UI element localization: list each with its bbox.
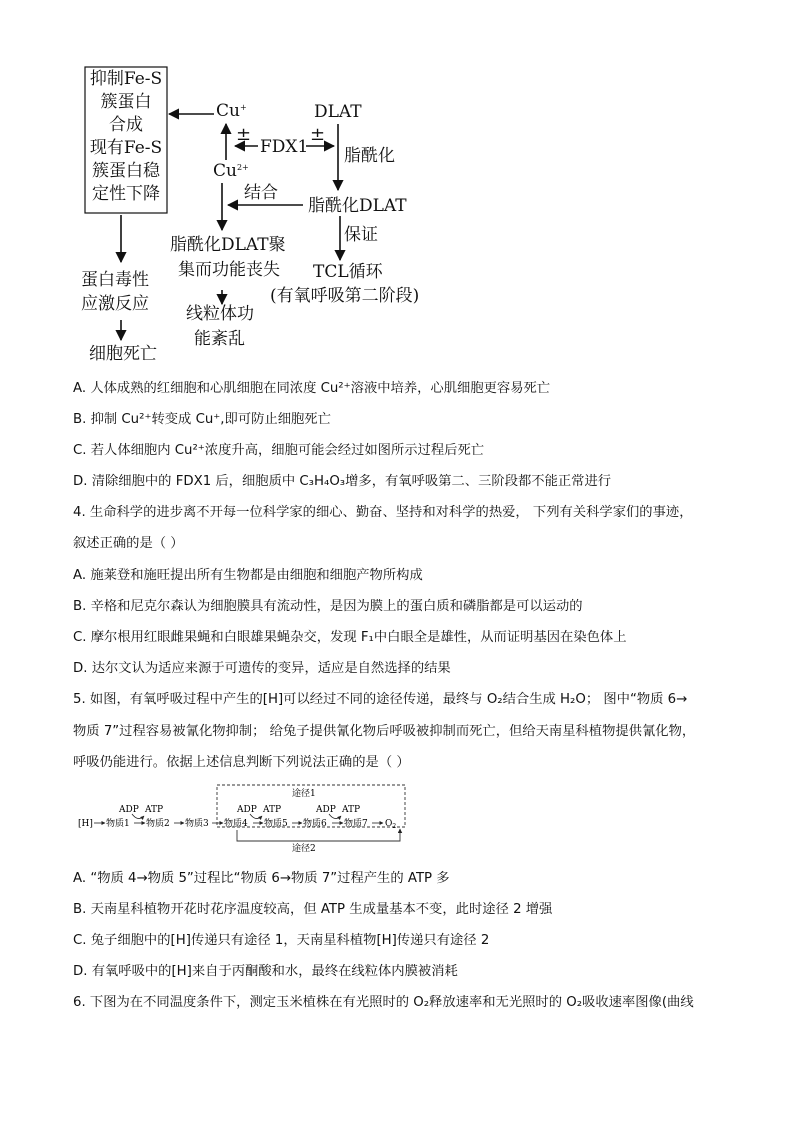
atp-label-2: ATP (263, 805, 282, 815)
fdx1-label: FDX1 (260, 137, 309, 157)
inhibition-box-text (85, 68, 167, 206)
tcl-note: (有氧呼吸第二阶段) (270, 286, 420, 306)
q5-stem-line1: 5. 如图，有氧呼吸过程中产生的[H]可以经过不同的途径传递，最终与 O₂结合生成 H₂O； 图中“物质 6→ (73, 692, 688, 707)
pathway2-bracket (237, 830, 400, 841)
adp-label-1: ADP (119, 805, 139, 815)
q5-stem-line2: 物质 7”过程容易被氰化物抑制； 给兔子提供氰化物后呼吸被抑制而死亡，但给天南星科植物提供氰化物， (73, 724, 696, 739)
box-line: 现有Fe-S (89, 138, 163, 158)
atp-label-1: ATP (145, 805, 164, 815)
figure-electron-pathways (70, 780, 420, 860)
adp-label-2: ADP (237, 805, 257, 815)
bind-label: 结合 (244, 183, 278, 203)
dlat-label: DLAT (314, 102, 362, 122)
q6-stem-line1: 6. 下图为在不同温度条件下，测定玉米植株在有光照时的 O₂释放速率和无光照时的 O₂吸收速率图像(曲线 (73, 995, 694, 1010)
substance5: 物质5 (264, 819, 288, 829)
proteotoxic-line1: 蛋白毒性 (81, 270, 149, 290)
cu-plus-label: Cu+ (216, 101, 247, 121)
guarantee-label: 保证 (344, 225, 378, 245)
q3-option-b: B. 抑制 Cu²⁺转变成 Cu⁺,即可防止细胞死亡 (73, 412, 331, 427)
aggregation-line1: 脂酰化DLAT聚 (170, 235, 286, 255)
o2-label: $O_2$ (385, 819, 397, 830)
q4-option-c: C. 摩尔根用红眼雌果蝇和白眼雄果蝇杂交，发现 F₁中白眼全是雄性，从而证明基因在染色体上 (73, 630, 627, 645)
q4-option-a: A. 施莱登和施旺提出所有生物都是由细胞和细胞产物所构成 (73, 568, 423, 583)
box-line: 抑制Fe-S (89, 69, 163, 89)
mito-line1: 线粒体功 (186, 304, 254, 324)
plus-minus-right: ± (310, 124, 326, 145)
tcl-label: TCL循环 (313, 262, 383, 282)
substance4: 物质4 (224, 819, 248, 829)
q5-option-d: D. 有氧呼吸中的[H]来自于丙酮酸和水，最终在线粒体内膜被消耗 (73, 964, 458, 979)
q3-option-a: A. 人体成熟的红细胞和心肌细胞在同浓度 Cu²⁺溶液中培养，心肌细胞更容易死亡 (73, 381, 551, 396)
aggregation-line2: 集而功能丧失 (178, 260, 280, 280)
q5-option-b: B. 天南星科植物开花时花序温度较高，但 ATP 生成量基本不变，此时途径 2 增强 (73, 902, 553, 917)
pathway1-label: 途径1 (292, 789, 316, 799)
q5-stem-line3: 呼吸仍能进行。依据上述信息判断下列说法正确的是（ ） (73, 755, 410, 770)
h-label: [H] (78, 819, 93, 829)
q3-option-d: D. 清除细胞中的 FDX1 后，细胞质中 C₃H₄O₃增多，有氧呼吸第二、三阶段都不能正常进行 (73, 474, 612, 489)
q3-option-c: C. 若人体细胞内 Cu²⁺浓度升高，细胞可能会经过如图所示过程后死亡 (73, 443, 485, 458)
q4-option-b: B. 辛格和尼克尔森认为细胞膜具有流动性，是因为膜上的蛋白质和磷脂都是可以运动的 (73, 599, 583, 614)
box-line: 定性下降 (92, 184, 160, 204)
box-line: 簇蛋白稳 (92, 161, 160, 181)
substance7: 物质7 (344, 819, 368, 829)
box-line: 簇蛋白 (100, 92, 152, 112)
substance2: 物质2 (146, 819, 170, 829)
mito-line2: 能紊乱 (194, 329, 245, 349)
pathway2-label: 途径2 (292, 844, 316, 854)
substance6: 物质6 (303, 819, 327, 829)
plus-minus-left: ± (236, 124, 252, 145)
lipoylation-label: 脂酰化 (344, 146, 395, 166)
atp-label-3: ATP (342, 805, 361, 815)
lipoylated-dlat-label: 脂酰化DLAT (308, 196, 407, 216)
proteotoxic-line2: 应激反应 (81, 294, 149, 314)
cell-death-label: 细胞死亡 (89, 344, 157, 364)
cu-2plus-label: $Cu^{2+}$ (213, 161, 249, 181)
adp-label-3: ADP (316, 805, 336, 815)
q4-option-d: D. 达尔文认为适应来源于可遗传的变异，适应是自然选择的结果 (73, 661, 451, 676)
q4-stem-line1: 4. 生命科学的进步离不开每一位科学家的细心、勤奋、坚持和对科学的热爱， 下列有关科学家们的事迹， (73, 505, 693, 520)
substance1: 物质1 (106, 819, 130, 829)
q5-option-c: C. 兔子细胞中的[H]传递只有途径 1，天南星科植物[H]传递只有途径 2 (73, 933, 490, 948)
substance3: 物质3 (185, 819, 209, 829)
q4-stem-line2: 叙述正确的是（ ） (73, 536, 184, 551)
box-line: 合成 (109, 115, 143, 135)
q5-option-a: A. “物质 4→物质 5”过程比“物质 6→物质 7”过程产生的 ATP 多 (73, 871, 450, 886)
